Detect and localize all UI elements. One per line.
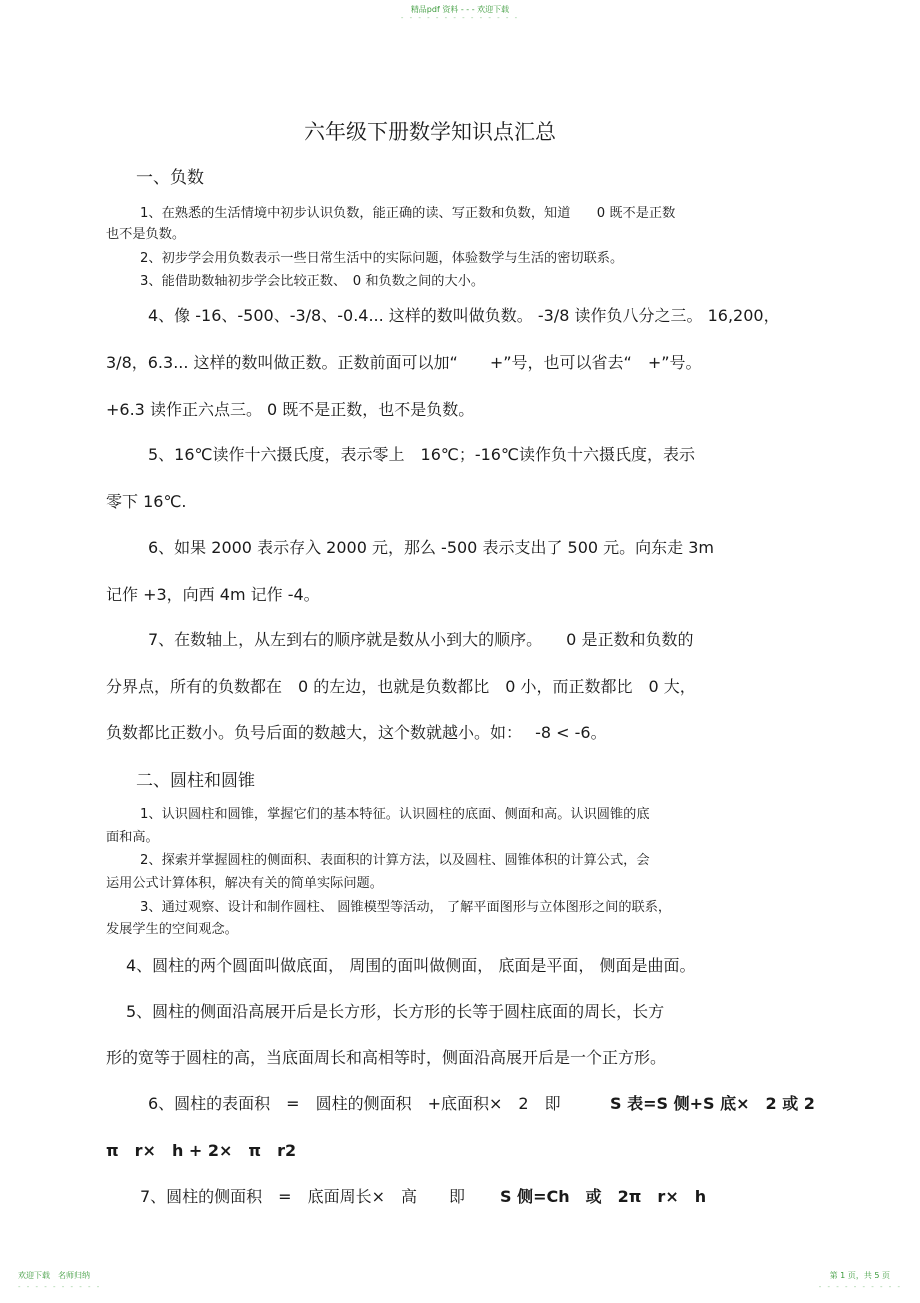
paragraph-line: 7、在数轴上，从左到右的顺序就是数从小到大的顺序。 0 是正数和负数的 bbox=[148, 630, 694, 649]
paragraph-line: 3、能借助数轴初步学会比较正数、 0 和负数之间的大小。 bbox=[140, 274, 485, 289]
paragraph-line: 分界点，所有的负数都在 0 的左边，也就是负数都比 0 小，而正数都比 0 大， bbox=[106, 677, 696, 696]
section-heading-negative-numbers: 一、负数 bbox=[136, 168, 204, 188]
paragraph-line: 1、认识圆柱和圆锥，掌握它们的基本特征。认识圆柱的底面、侧面和高。认识圆锥的底 bbox=[140, 807, 650, 822]
paragraph-line: 也不是负数。 bbox=[106, 227, 186, 242]
paragraph-line: 1、在熟悉的生活情境中初步认识负数，能正确的读、写正数和负数，知道 0 既不是正数 bbox=[140, 206, 676, 221]
paragraph-line: 3/8，6.3... 这样的数叫做正数。正数前面可以加“ +”号，也可以省去“ +”号。 bbox=[106, 353, 702, 372]
paragraph-line: 4、像 -16、-500、-3/8、-0.4... 这样的数叫做负数。 -3/8 读作负八分之三。 16,200， bbox=[148, 306, 780, 325]
paragraph-line: 零下 16℃. bbox=[106, 492, 187, 511]
document-title: 六年级下册数学知识点汇总 bbox=[304, 120, 556, 144]
footer-left: 欢迎下载 名师归纳 bbox=[18, 1271, 90, 1280]
paragraph-line: 发展学生的空间观念。 bbox=[106, 922, 238, 937]
footer-dots-right: - - - - - - - - - - bbox=[818, 1283, 902, 1291]
paragraph-line: 5、圆柱的侧面沿高展开后是长方形，长方形的长等于圆柱底面的周长，长方 bbox=[126, 1002, 665, 1021]
formula-expression: S 侧=Ch 或 2π r× h bbox=[500, 1187, 707, 1206]
paragraph-line: 面和高。 bbox=[106, 830, 159, 845]
formula-line: 7、圆柱的侧面积 = 底面周长× 高 即 bbox=[140, 1187, 465, 1206]
footer-dots-left: - - - - - - - - - - bbox=[18, 1283, 102, 1291]
formula-line: 6、圆柱的表面积 = 圆柱的侧面积 +底面积× 2 即 bbox=[148, 1094, 561, 1113]
footer-page-number: 第 1 页，共 5 页 bbox=[829, 1271, 890, 1280]
paragraph-line: 6、如果 2000 表示存入 2000 元，那么 -500 表示支出了 500 元。向东走 3m bbox=[148, 538, 715, 557]
paragraph-line: 4、圆柱的两个圆面叫做底面， 周围的面叫做侧面， 底面是平面， 侧面是曲面。 bbox=[126, 956, 696, 975]
paragraph-line: 2、探索并掌握圆柱的侧面积、表面积的计算方法，以及圆柱、圆锥体积的计算公式，会 bbox=[140, 853, 650, 868]
header-dots: - - - - - - - - - - - - - - bbox=[400, 14, 520, 22]
paragraph-line: 运用公式计算体积，解决有关的简单实际问题。 bbox=[106, 876, 383, 891]
paragraph-line: 形的宽等于圆柱的高，当底面周长和高相等时，侧面沿高展开后是一个正方形。 bbox=[106, 1048, 667, 1067]
paragraph-line: 2、初步学会用负数表示一些日常生活中的实际问题，体验数学与生活的密切联系。 bbox=[140, 251, 624, 266]
paragraph-line: 记作 +3，向西 4m 记作 -4。 bbox=[106, 585, 320, 604]
formula-expression: S 表=S 侧+S 底× 2 或 2 bbox=[610, 1094, 815, 1113]
paragraph-line: 5、16℃读作十六摄氏度，表示零上 16℃；-16℃读作负十六摄氏度，表示 bbox=[148, 445, 695, 464]
paragraph-line: +6.3 读作正六点三。 0 既不是正数，也不是负数。 bbox=[106, 400, 475, 419]
paragraph-line: 负数都比正数小。负号后面的数越大，这个数就越小。如： -8 < -6。 bbox=[106, 723, 607, 742]
paragraph-line: 3、通过观察、设计和制作圆柱、 圆锥模型等活动， 了解平面图形与立体图形之间的联系， bbox=[140, 900, 672, 915]
page-header: 精品pdf 资料 - - - 欢迎下载 bbox=[410, 5, 510, 14]
section-heading-cylinder-cone: 二、圆柱和圆锥 bbox=[136, 771, 255, 791]
formula-expression: π r× h + 2× π r2 bbox=[106, 1141, 297, 1160]
